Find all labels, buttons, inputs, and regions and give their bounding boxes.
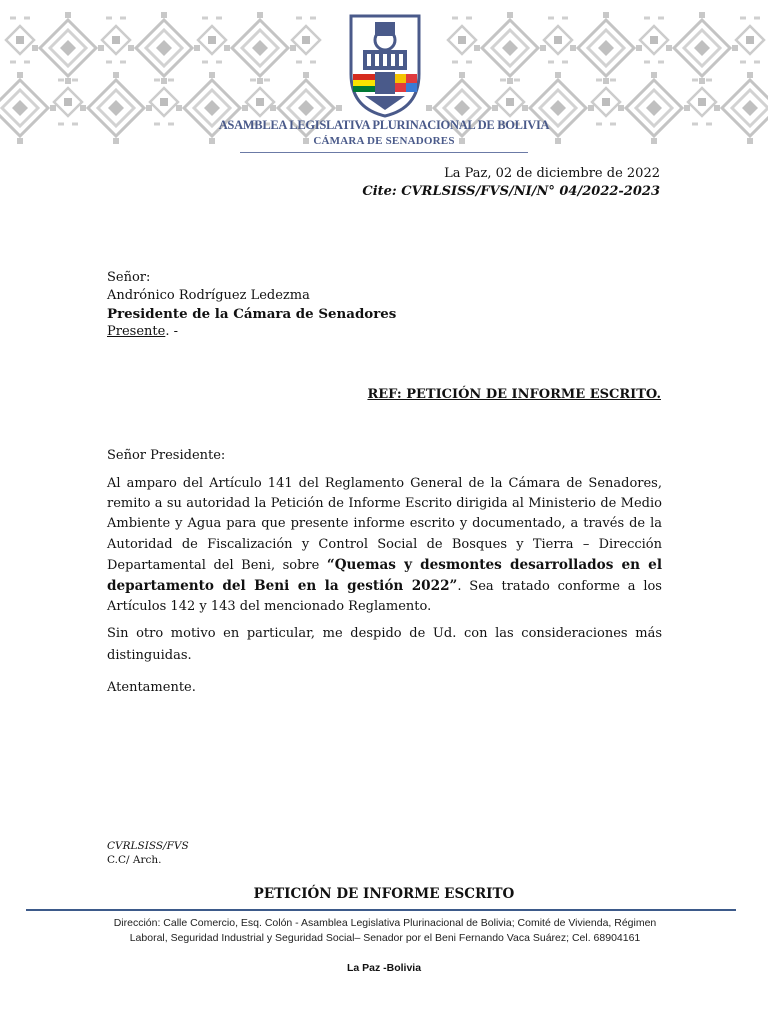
body-text-part2: . Sea tratado conforme a los Artículos 142 y 143 del mencionado Reglamento. [107, 579, 662, 615]
letterhead [0, 0, 768, 160]
letter-cite: Cite: CVRLSISS/FVS/NI/N° 04/2022-2023 [362, 184, 660, 199]
closing-paragraph: Sin otro motivo en particular, me despido de Ud. con las consideraciones más distinguidas. [107, 626, 662, 663]
presente-suffix: . - [165, 324, 178, 339]
footer-city: La Paz -Bolivia [346, 962, 422, 974]
carbon-copy: C.C/ Arch. [107, 854, 162, 866]
footer-divider [26, 909, 736, 911]
addressee-presente [107, 323, 178, 341]
senate-emblem-icon [345, 12, 425, 118]
footer-title: PETICIÓN DE INFORME ESCRITO [253, 886, 515, 902]
body-emphasis: “Quemas y desmontes desarrollados en el departamento del Beni en la gestión 2022” [107, 556, 662, 595]
letter-date: La Paz, 02 de diciembre de 2022 [444, 166, 660, 181]
presente-word: Presente [107, 324, 166, 339]
institution-name: ASAMBLEA LEGISLATIVA PLURINACIONAL DE BOLIVIA [218, 118, 550, 132]
addressee-salutation: Señor: [107, 270, 151, 285]
body-text-part1: Al amparo del Artículo 141 del Reglamento General de la Cámara de Senadores, remito a su autoridad la Petición de Informe Escrito dirigida al Ministerio de Medio Ambiente y Agua para que presente informe escrito y documentado, a través de la Autoridad de Fiscalización y Control Social de Bosques y Tierra – Dirección Departamental del Beni, sobre [107, 476, 662, 573]
greeting: Señor Presidente: [107, 448, 226, 463]
signoff: Atentamente. [107, 680, 196, 695]
reference-line: REF: PETICIÓN DE INFORME ESCRITO. [367, 387, 661, 402]
chamber-name: CÁMARA DE SENADORES [313, 135, 455, 147]
initials: CVRLSISS/FVS [107, 840, 189, 852]
letterhead-divider [240, 152, 528, 153]
addressee-title: Presidente de la Cámara de Senadores [107, 306, 397, 322]
body-paragraph [107, 474, 662, 617]
addressee-name: Andrónico Rodríguez Ledezma [107, 288, 310, 303]
footer-address: Dirección: Calle Comercio, Esq. Colón - Asamblea Legislativa Plurinacional de Bolivia; Comité de Vivienda, Régimen Laboral, Seguridad Industrial y Seguridad Social– Senador por el Beni Fernando Vaca Suárez; Cel. 68904161 [113, 917, 657, 944]
